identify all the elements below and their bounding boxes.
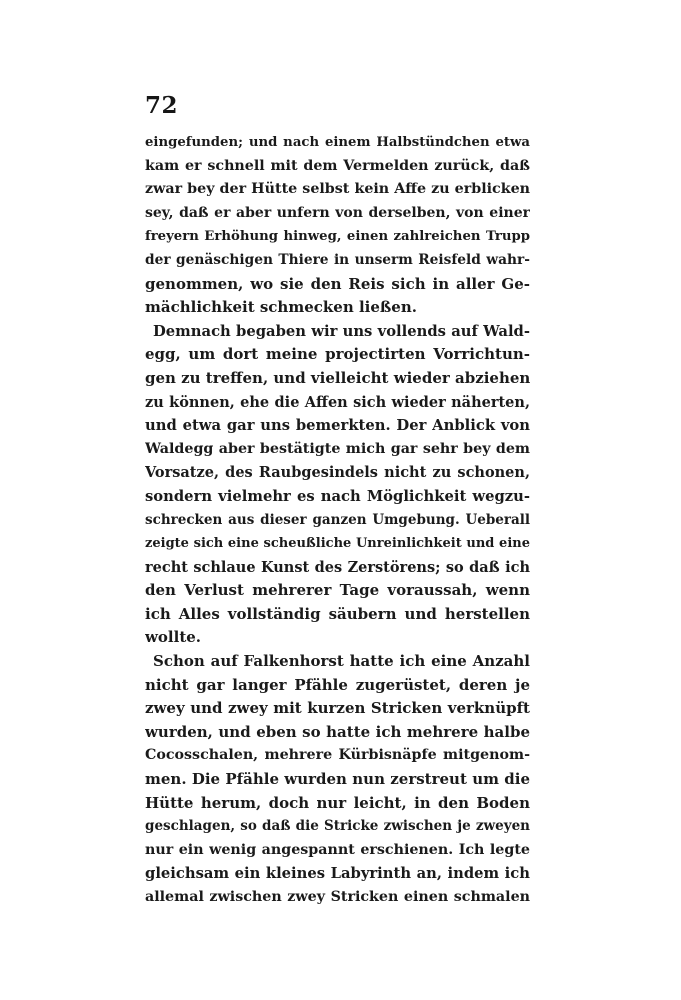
text-line: geschlagen, so daß die Stricke zwischen je zweyen [145,818,530,835]
page-number: 72 [145,92,179,119]
text-line: egg, um dort meine projectirten Vorrichtun- [145,345,530,364]
text-line: Cocosschalen, mehrere Kürbisnäpfe mitgenom- [145,747,530,764]
text-line: genommen, wo sie den Reis sich in aller Ge- [145,274,530,293]
text-line: Schon auf Falkenhorst hatte ich eine Anzahl [153,652,530,671]
text-line: Vorsatze, des Raubgesindels nicht zu schonen, [145,464,530,482]
text-line: wurden, und eben so hatte ich mehrere halbe [145,722,530,741]
text-line: allemal zwischen zwey Stricken einen schmalen [145,889,530,905]
text-line: men. Die Pfähle wurden nun zerstreut um die [145,770,530,789]
text-line: sey, daß er aber unfern von derselben, von einer [145,204,530,221]
text-line: gleichsam ein kleines Labyrinth an, indem ich [145,865,530,883]
text-line: Waldegg aber bestätigte mich gar sehr bey dem [145,440,530,457]
text-line: schrecken aus dieser ganzen Umgebung. Ueberall [145,511,530,528]
text-line: zwey und zwey mit kurzen Stricken verknüpft [145,699,530,718]
text-line: freyern Erhöhung hinweg, einen zahlreichen Trupp [145,229,530,245]
text-line: eingefunden; und nach einem Halbstündchen etwa [145,135,530,150]
text-line: gen zu treffen, und vielleicht wieder abziehen [145,368,530,387]
body-text [145,131,530,910]
text-line: Hütte herum, doch nur leicht, in den Boden [145,793,530,812]
text-line: recht schlaue Kunst des Zerstörens; so daß ich [145,558,530,576]
text-line: und etwa gar uns bemerkten. Der Anblick von [145,417,530,435]
text-line: ich Alles vollständig säubern und herstellen [145,604,530,623]
text-line: nicht gar langer Pfähle zugerüstet, deren je [145,675,530,694]
text-line: zeigte sich eine scheußliche Unreinlichkeit und eine [145,536,530,552]
text-line: nur ein wenig angespannt erschienen. Ich legte [145,841,530,858]
text-line: zu können, ehe die Affen sich wieder näherten, [145,393,530,411]
text-line: den Verlust mehrerer Tage voraussah, wenn [145,581,530,600]
text-line: mächlichkeit schmecken ließen. [145,298,417,317]
text-line: wollte. [145,628,202,647]
text-line: der genäschigen Thiere in unserm Reisfeld wahr- [145,251,530,268]
text-line: Demnach begaben wir uns vollends auf Wald- [153,322,530,340]
text-line: zwar bey der Hütte selbst kein Affe zu erblicken [145,181,530,198]
text-line: sondern vielmehr es nach Möglichkeit wegzu- [145,487,530,505]
text-line: kam er schnell mit dem Vermelden zurück, daß [145,157,530,174]
